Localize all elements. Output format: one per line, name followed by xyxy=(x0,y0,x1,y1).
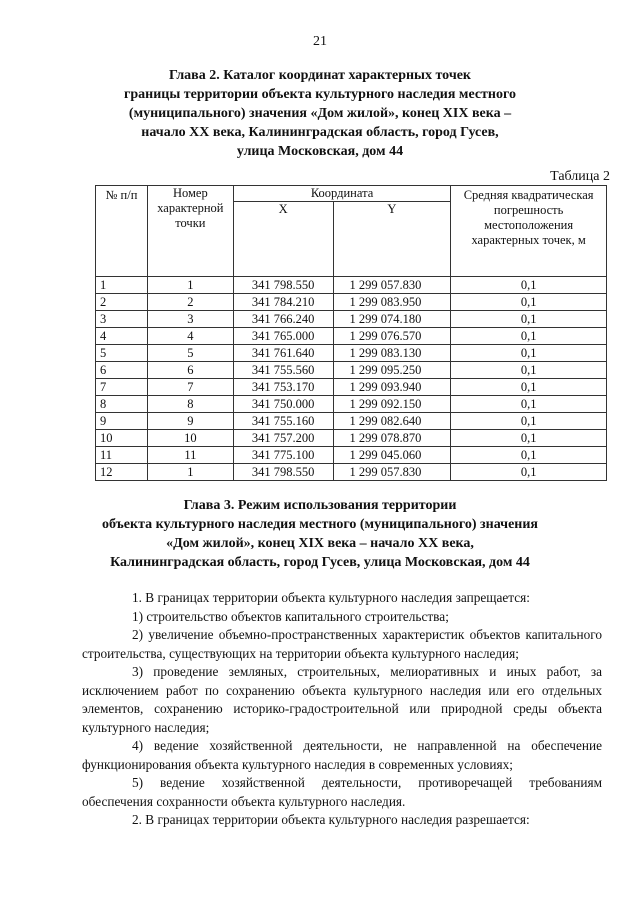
cell-x: 341 798.550 xyxy=(233,464,333,481)
paragraph: 2) увеличение объемно-пространственных характеристик объектов капитального строительства, существующих на территории объекта культурного наследия; xyxy=(82,627,602,661)
table-row xyxy=(96,345,607,362)
cell-y: 1 299 082.640 xyxy=(333,413,451,430)
cell-point-number: 11 xyxy=(147,447,233,464)
table-row xyxy=(96,328,607,345)
cell-point-number: 2 xyxy=(147,294,233,311)
heading-line: улица Московская, дом 44 xyxy=(236,144,404,159)
cell-accuracy: 0,1 xyxy=(451,413,607,430)
paragraph: 1. В границах территории объекта культурного наследия запрещается: xyxy=(132,590,530,605)
cell-x: 341 798.550 xyxy=(233,277,333,294)
cell-point-number: 8 xyxy=(147,396,233,413)
cell-accuracy: 0,1 xyxy=(451,277,607,294)
paragraph: 5) ведение хозяйственной деятельности, противоречащей требованиям обеспечения сохранности объекта культурного наследия. xyxy=(82,775,602,809)
regulations-text xyxy=(82,589,602,830)
paragraph: 3) проведение земляных, строительных, мелиоративных и иных работ, за исключением работ по сохранению объекта культурного наследия или его отдельных элементов, сохранению историко-градостроительной или природной среды объекта культурного наследия; xyxy=(82,664,602,735)
chapter-2-heading xyxy=(60,66,580,161)
cell-row-number: 2 xyxy=(96,294,148,311)
cell-y: 1 299 074.180 xyxy=(333,311,451,328)
page-number: 21 xyxy=(313,34,327,49)
cell-x: 341 755.160 xyxy=(233,413,333,430)
heading-line: «Дом жилой», конец XIX века – начало XX века, xyxy=(166,536,474,551)
cell-row-number: 4 xyxy=(96,328,148,345)
cell-point-number: 5 xyxy=(147,345,233,362)
cell-x: 341 784.210 xyxy=(233,294,333,311)
heading-line: Глава 2. Каталог координат характерных точек xyxy=(169,68,471,83)
header-x: X xyxy=(233,202,333,277)
cell-row-number: 12 xyxy=(96,464,148,481)
table-row xyxy=(96,430,607,447)
cell-point-number: 9 xyxy=(147,413,233,430)
cell-y: 1 299 078.870 xyxy=(333,430,451,447)
table-row xyxy=(96,277,607,294)
heading-line: объекта культурного наследия местного (муниципального) значения xyxy=(101,517,538,532)
heading-line: (муниципального) значения «Дом жилой», конец XIX века – xyxy=(128,106,512,121)
cell-point-number: 4 xyxy=(147,328,233,345)
table-row xyxy=(96,311,607,328)
heading-line: Калининградская область, город Гусев, улица Московская, дом 44 xyxy=(110,555,530,570)
cell-row-number: 3 xyxy=(96,311,148,328)
cell-y: 1 299 083.130 xyxy=(333,345,451,362)
table-row xyxy=(96,464,607,481)
cell-point-number: 7 xyxy=(147,379,233,396)
header-accuracy: Средняя квадратическая погрешность местоположения характерных точек, м xyxy=(451,186,607,277)
table-row xyxy=(96,396,607,413)
header-coordinate: Координата xyxy=(233,186,450,202)
cell-accuracy: 0,1 xyxy=(451,447,607,464)
cell-point-number: 1 xyxy=(147,277,233,294)
cell-y: 1 299 093.940 xyxy=(333,379,451,396)
cell-y: 1 299 092.150 xyxy=(333,396,451,413)
cell-row-number: 9 xyxy=(96,413,148,430)
cell-row-number: 6 xyxy=(96,362,148,379)
cell-accuracy: 0,1 xyxy=(451,464,607,481)
heading-line: границы территории объекта культурного наследия местного xyxy=(123,87,517,102)
table-row xyxy=(96,294,607,311)
paragraph: 1) строительство объектов капитального строительства; xyxy=(132,608,449,624)
cell-accuracy: 0,1 xyxy=(451,311,607,328)
cell-x: 341 775.100 xyxy=(233,447,333,464)
cell-row-number: 7 xyxy=(96,379,148,396)
cell-accuracy: 0,1 xyxy=(451,345,607,362)
coordinates-table xyxy=(95,185,607,481)
cell-point-number: 3 xyxy=(147,311,233,328)
heading-line: начало XX века, Калининградская область, город Гусев, xyxy=(141,125,499,140)
cell-y: 1 299 057.830 xyxy=(333,277,451,294)
cell-x: 341 753.170 xyxy=(233,379,333,396)
table-row xyxy=(96,413,607,430)
cell-y: 1 299 057.830 xyxy=(333,464,451,481)
cell-row-number: 11 xyxy=(96,447,148,464)
cell-point-number: 1 xyxy=(147,464,233,481)
table-row xyxy=(96,447,607,464)
cell-accuracy: 0,1 xyxy=(451,328,607,345)
cell-x: 341 761.640 xyxy=(233,345,333,362)
cell-accuracy: 0,1 xyxy=(451,396,607,413)
cell-x: 341 757.200 xyxy=(233,430,333,447)
cell-y: 1 299 045.060 xyxy=(333,447,451,464)
cell-row-number: 5 xyxy=(96,345,148,362)
cell-y: 1 299 076.570 xyxy=(333,328,451,345)
cell-accuracy: 0,1 xyxy=(451,430,607,447)
cell-x: 341 755.560 xyxy=(233,362,333,379)
cell-point-number: 6 xyxy=(147,362,233,379)
header-y: Y xyxy=(333,202,451,277)
heading-line: Глава 3. Режим использования территории xyxy=(183,498,457,513)
chapter-3-heading xyxy=(60,496,580,572)
cell-accuracy: 0,1 xyxy=(451,379,607,396)
cell-accuracy: 0,1 xyxy=(451,294,607,311)
cell-x: 341 765.000 xyxy=(233,328,333,345)
cell-x: 341 750.000 xyxy=(233,396,333,413)
cell-row-number: 8 xyxy=(96,396,148,413)
cell-y: 1 299 083.950 xyxy=(333,294,451,311)
cell-y: 1 299 095.250 xyxy=(333,362,451,379)
table-row xyxy=(96,362,607,379)
table-row xyxy=(96,379,607,396)
header-point: Номер характерной точки xyxy=(147,186,233,277)
header-num: № п/п xyxy=(96,186,148,277)
cell-point-number: 10 xyxy=(147,430,233,447)
cell-x: 341 766.240 xyxy=(233,311,333,328)
cell-accuracy: 0,1 xyxy=(451,362,607,379)
paragraph: 2. В границах территории объекта культурного наследия разрешается: xyxy=(132,812,530,827)
paragraph: 4) ведение хозяйственной деятельности, не направленной на обеспечение функционирования объекта культурного наследия в современных условиях; xyxy=(82,738,602,772)
cell-row-number: 10 xyxy=(96,430,148,447)
cell-row-number: 1 xyxy=(96,277,148,294)
table-caption: Таблица 2 xyxy=(550,169,610,184)
